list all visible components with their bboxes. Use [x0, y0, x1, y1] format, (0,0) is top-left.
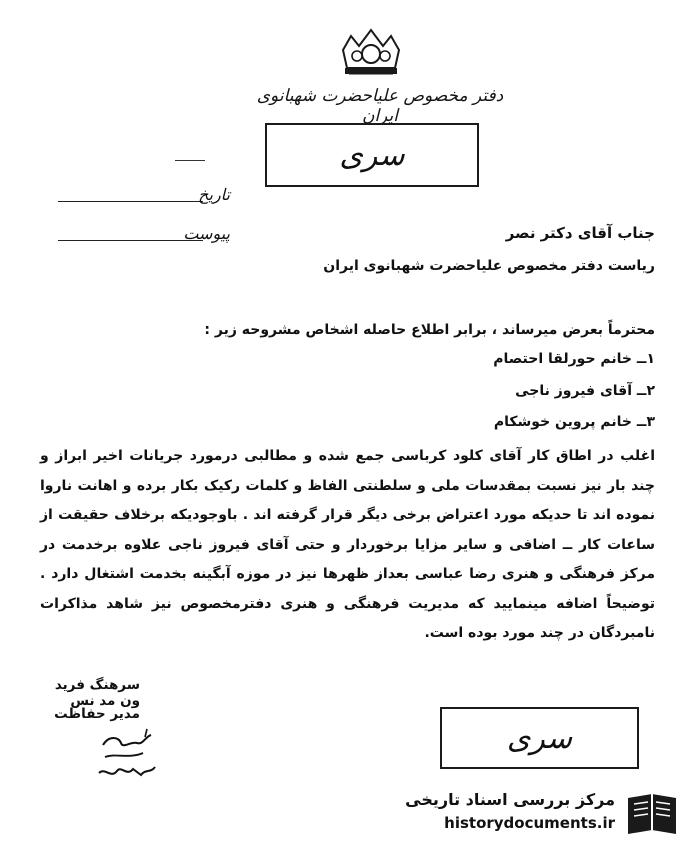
date-line	[58, 201, 203, 202]
imperial-crown-emblem	[335, 28, 407, 78]
archive-logo-icon	[622, 790, 682, 840]
recipient-name: جناب آقای دکتر نصر	[505, 224, 655, 242]
person-item: ۳ــ خانم پروین خوشکام	[493, 414, 655, 430]
divider	[175, 160, 205, 161]
date-label: تاریخ	[198, 185, 230, 204]
signatory-name: سرهنگ فرید ون مد نس	[54, 677, 140, 709]
attachment-label: پیوست	[183, 224, 230, 243]
person-item: ۲ــ آقای فیروز ناجی	[515, 383, 655, 399]
handwritten-signature	[85, 723, 165, 785]
person-item: ۱ــ خانم حورلقا احتصام	[493, 351, 655, 367]
attachment-line	[58, 240, 203, 241]
recipient-title: ریاست دفتر مخصوص علیاحضرت شهبانوی ایران	[323, 258, 655, 274]
watermark-site-name: مرکز بررسی اسناد تاریخی	[405, 790, 615, 809]
date-field	[50, 182, 230, 206]
classification-stamp-text: سری	[506, 720, 573, 756]
letter-body: اغلب در اطاق کار آقای کلود کرباسی جمع شده و مطالبی درمورد جریانات اخیر ابراز و چند بار نیز نسبت بمقدسات ملی و سلطنتی الفاظ و کلمات رکیک بکار برده و اهانت ناروا نموده اند تا حدیکه مورد اعتراض برخی دیگر قرار گرفته اند . باوجودیکه برخلاف حقیقت از ساعات کار ــ اضافی و سایر مزایا برخوردار و حتی آقای فیروز ناجی علاوه برخدمت در مرکز فرهنگی و هنری رضا عباسی بعداز ظهرها نیز در موزه آبگینه بخدمت اشتغال دارد . توضیحاً اضافه مینمایید که مدیریت فرهنگی و هنری دفترمخصوص نیز شاهد مذاکرات نامبردگان در چند مورد بوده است.	[40, 448, 655, 641]
classification-stamp	[265, 123, 479, 187]
classification-stamp-text: سری	[339, 137, 405, 173]
office-title: دفتر مخصوص علیاحضرت شهبانوی ایران	[256, 86, 504, 126]
attachment-field	[50, 221, 230, 245]
watermark-url: historydocuments.ir	[444, 814, 615, 832]
classification-stamp	[440, 707, 639, 769]
letter-intro: محترماً بعرض میرساند ، برابر اطلاع حاصله اشخاص مشروحه زیر :	[204, 322, 655, 338]
signatory-title: مدیر حفاظت	[54, 706, 140, 722]
